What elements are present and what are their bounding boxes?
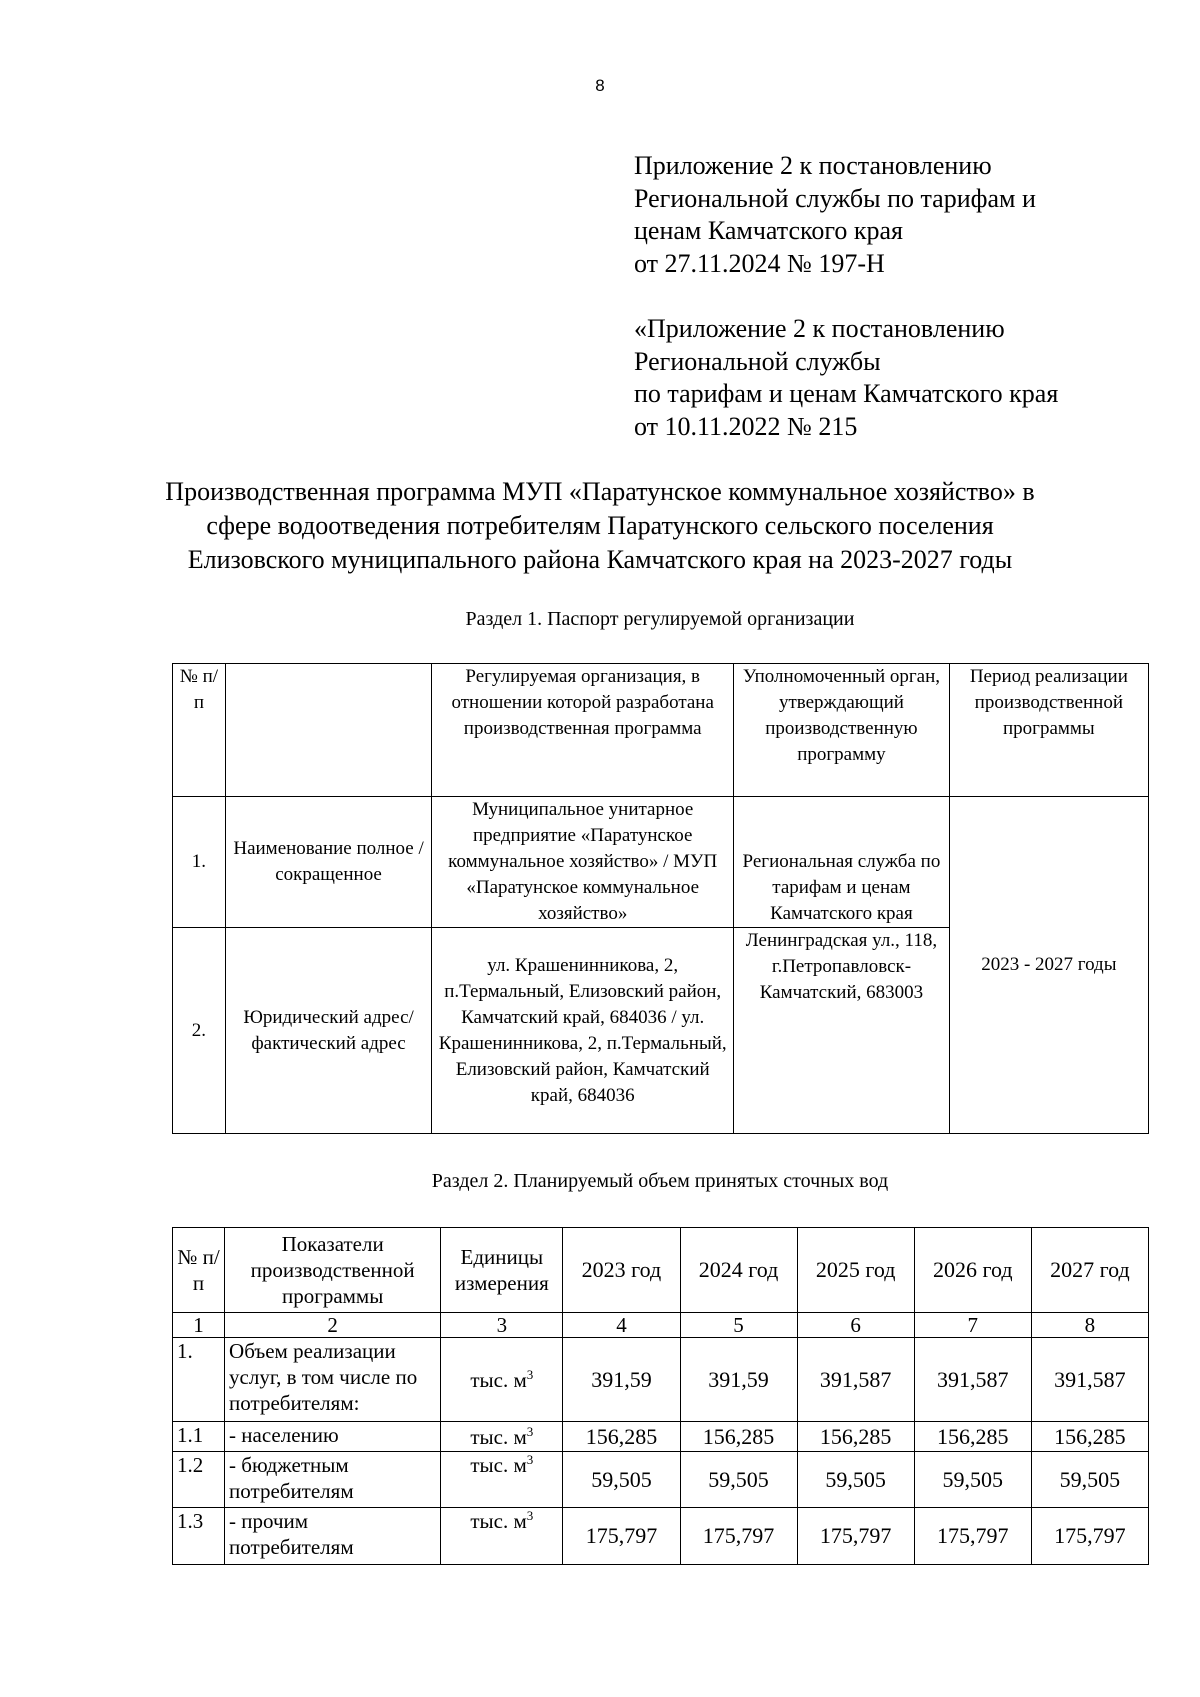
row-value: 59,505 [680, 1452, 797, 1508]
row-value: 156,285 [1031, 1422, 1148, 1452]
row-label: - населению [225, 1422, 441, 1452]
row-num: 1.3 [173, 1508, 225, 1565]
header-blank [225, 664, 431, 797]
row-label: Юридический адрес/фактический адрес [225, 928, 431, 1134]
passport-table [172, 663, 1149, 1134]
appendix-previous-line: по тарифам и ценам Камчатского края [634, 379, 1059, 408]
row-authority: Региональная служба по тарифам и ценам Камчатского края [734, 797, 950, 928]
header-num: № п/п [173, 664, 226, 797]
volume-header-row [173, 1228, 1149, 1313]
header-year: 2026 год [914, 1228, 1031, 1313]
row-value: 59,505 [1031, 1452, 1148, 1508]
column-index: 4 [563, 1313, 680, 1338]
row-value: 59,505 [797, 1452, 914, 1508]
appendix-previous-line: от 10.11.2022 № 215 [634, 411, 858, 441]
appendix-current-line: Региональной службы по тарифам и [634, 183, 1036, 213]
row-num: 1. [173, 1338, 225, 1422]
row-unit [441, 1338, 563, 1422]
appendix-previous-line: Региональной службы [634, 346, 881, 376]
row-value: 391,587 [1031, 1338, 1148, 1422]
volume-row [173, 1452, 1149, 1508]
header-indicator: Показатели производственной программы [225, 1228, 441, 1313]
unit-sup: 3 [526, 1366, 534, 1382]
program-title-line: Елизовского муниципального района Камчатского края на 2023-2027 годы [187, 545, 1013, 574]
appendix-current-line: ценам Камчатского края [634, 216, 903, 245]
column-index: 5 [680, 1313, 797, 1338]
row-value: 59,505 [914, 1452, 1031, 1508]
header-num: № п/п [173, 1228, 225, 1313]
row-label: - бюджетным потребителям [225, 1452, 441, 1508]
unit-sup: 3 [526, 1452, 534, 1467]
column-index: 1 [173, 1313, 225, 1338]
page-number: 8 [595, 76, 605, 95]
unit-text: тыс. м [470, 1424, 527, 1449]
unit-sup: 3 [526, 1423, 534, 1439]
row-authority: Ленинградская ул., 118, г.Петропавловск-Камчатский, 683003 [734, 928, 950, 1134]
column-index: 2 [225, 1313, 441, 1338]
header-period: Период реализации производственной программы [949, 664, 1148, 797]
period-value: 2023 - 2027 годы [949, 797, 1148, 1134]
appendix-current-line: Приложение 2 к постановлению [634, 151, 992, 180]
row-value: 156,285 [914, 1422, 1031, 1452]
header-year: 2025 год [797, 1228, 914, 1313]
row-value: 175,797 [1031, 1508, 1148, 1565]
header-year: 2027 год [1031, 1228, 1148, 1313]
header-unit: Единицы измерения [441, 1228, 563, 1313]
header-organization: Регулируемая организация, в отношении которой разработана производственная программа [432, 664, 734, 797]
header-year: 2023 год [563, 1228, 680, 1313]
unit-text: тыс. м [470, 1453, 527, 1477]
unit-text: тыс. м [470, 1367, 527, 1392]
row-value: 391,587 [797, 1338, 914, 1422]
header-year: 2024 год [680, 1228, 797, 1313]
appendix-current [634, 150, 1154, 280]
column-index: 6 [797, 1313, 914, 1338]
row-label: Наименование полное / сокращенное [225, 797, 431, 928]
row-unit [441, 1452, 563, 1508]
column-index: 8 [1031, 1313, 1148, 1338]
unit-sup: 3 [526, 1508, 534, 1523]
row-organization: Муниципальное унитарное предприятие «Паратунское коммунальное хозяйство» / МУП «Паратунское коммунальное хозяйство» [432, 797, 734, 928]
volume-row [173, 1338, 1149, 1422]
column-index: 7 [914, 1313, 1031, 1338]
row-num: 1. [173, 797, 226, 928]
row-num: 2. [173, 928, 226, 1134]
row-num: 1.2 [173, 1452, 225, 1508]
appendix-previous-line: «Приложение 2 к постановлению [634, 314, 1005, 343]
row-organization: ул. Крашенинникова, 2, п.Термальный, Елизовский район, Камчатский край, 684036 / ул. Крашенинникова, 2, п.Термальный, Елизовский район, Камчатский край, 684036 [432, 928, 734, 1134]
row-value: 175,797 [914, 1508, 1031, 1565]
row-value: 156,285 [680, 1422, 797, 1452]
row-value: 175,797 [797, 1508, 914, 1565]
row-unit [441, 1508, 563, 1565]
row-value: 156,285 [563, 1422, 680, 1452]
row-label: - прочим потребителям [225, 1508, 441, 1565]
column-index-row [173, 1313, 1149, 1338]
appendix-previous [634, 313, 1154, 443]
row-unit [441, 1422, 563, 1452]
section2-heading: Раздел 2. Планируемый объем принятых сточных вод [431, 1170, 889, 1192]
row-value: 156,285 [797, 1422, 914, 1452]
program-title-line: Производственная программа МУП «Паратунское коммунальное хозяйство» в [165, 477, 1035, 506]
volume-row [173, 1422, 1149, 1452]
unit-text: тыс. м [470, 1509, 527, 1533]
volume-table [172, 1227, 1149, 1565]
row-value: 59,505 [563, 1452, 680, 1508]
row-value: 391,59 [563, 1338, 680, 1422]
row-label: Объем реализации услуг, в том числе по потребителям: [225, 1338, 441, 1422]
row-value: 391,587 [914, 1338, 1031, 1422]
row-value: 175,797 [563, 1508, 680, 1565]
header-authority: Уполномоченный орган, утверждающий производственную программу [734, 664, 950, 797]
appendix-current-line: от 27.11.2024 № 197-Н [634, 248, 885, 278]
row-value: 391,59 [680, 1338, 797, 1422]
program-title [150, 475, 1050, 577]
program-title-line: сфере водоотведения потребителям Паратунского сельского поселения [206, 511, 994, 540]
column-index: 3 [441, 1313, 563, 1338]
passport-header-row [173, 664, 1149, 797]
section1-heading: Раздел 1. Паспорт регулируемой организации [465, 608, 855, 630]
row-num: 1.1 [173, 1422, 225, 1452]
passport-row [173, 797, 1149, 928]
row-value: 175,797 [680, 1508, 797, 1565]
volume-row [173, 1508, 1149, 1565]
